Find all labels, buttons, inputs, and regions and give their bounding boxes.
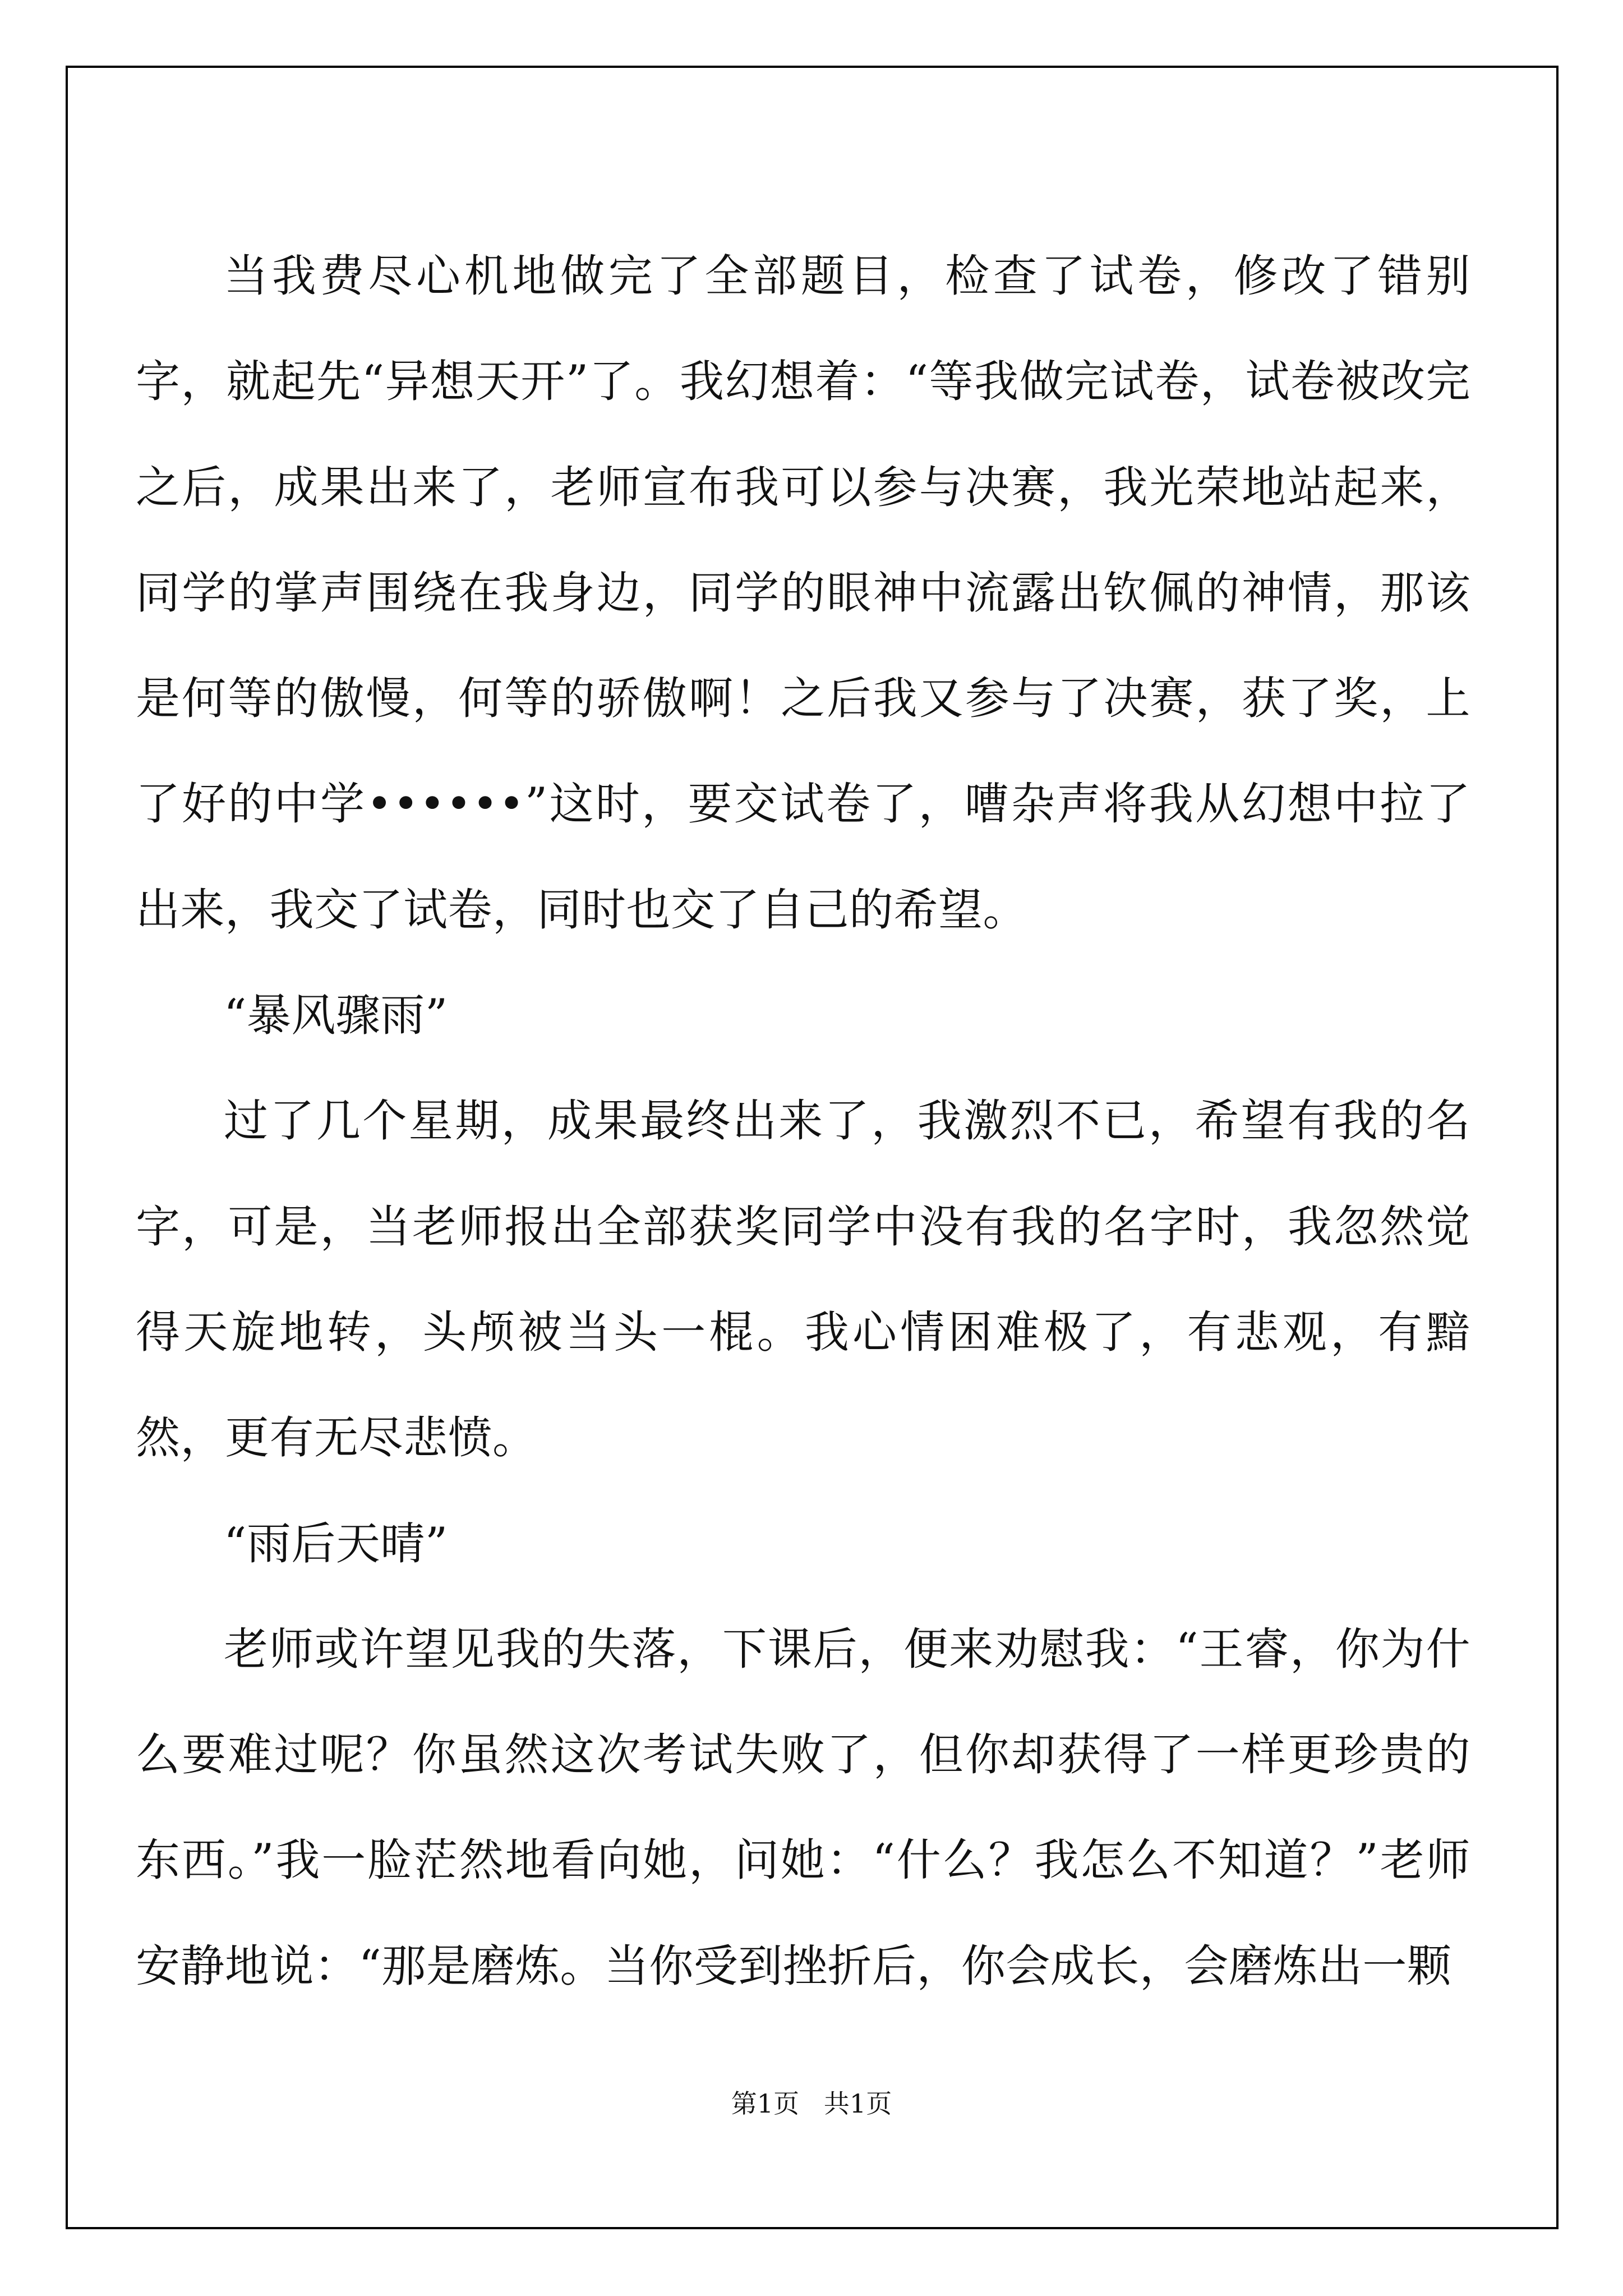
page-footer	[0, 2083, 1623, 2120]
document-body	[136, 223, 1470, 2019]
page-number: 第1页 共1页	[731, 2088, 892, 2119]
paragraph-1: 当我费尽心机地做完了全部题目，检查了试卷，修改了错别字，就起先“异想天开”了。我幻想着：“等我做完试卷，试卷被改完之后，成果出来了，老师宣布我可以参与决赛，我光荣地站起来，同学的掌声围绕在我身边，同学的眼神中流露出钦佩的神情，那该是何等的傲慢，何等的骄傲啊！之后我又参与了决赛，获了奖，上了好的中学••••••”这时，要交试卷了，嘈杂声将我从幻想中拉了出来，我交了试卷，同时也交了自己的希望。	[136, 250, 1470, 936]
section-heading-storm: “暴风骤雨”	[224, 990, 448, 1042]
section-heading-clear-sky: “雨后天晴”	[224, 1517, 448, 1570]
paragraph-2: 过了几个星期，成果最终出来了，我激烈不已，希望有我的名字，可是，当老师报出全部获奖同学中没有我的名字时，我忽然觉得天旋地转，头颅被当头一棍。我心情困难极了，有悲观，有黯然，更有无尽悲愤。	[136, 1095, 1470, 1464]
paragraph-3: 老师或许望见我的失落，下课后，便来劝慰我：“王睿，你为什么要难过呢？你虽然这次考试失败了，但你却获得了一样更珍贵的东西。”我一脸茫然地看向她，问她：“什么？我怎么不知道？”老师安静地说：“那是磨炼。当你受到挫折后，你会成长，会磨炼出一颗	[136, 1623, 1470, 1992]
